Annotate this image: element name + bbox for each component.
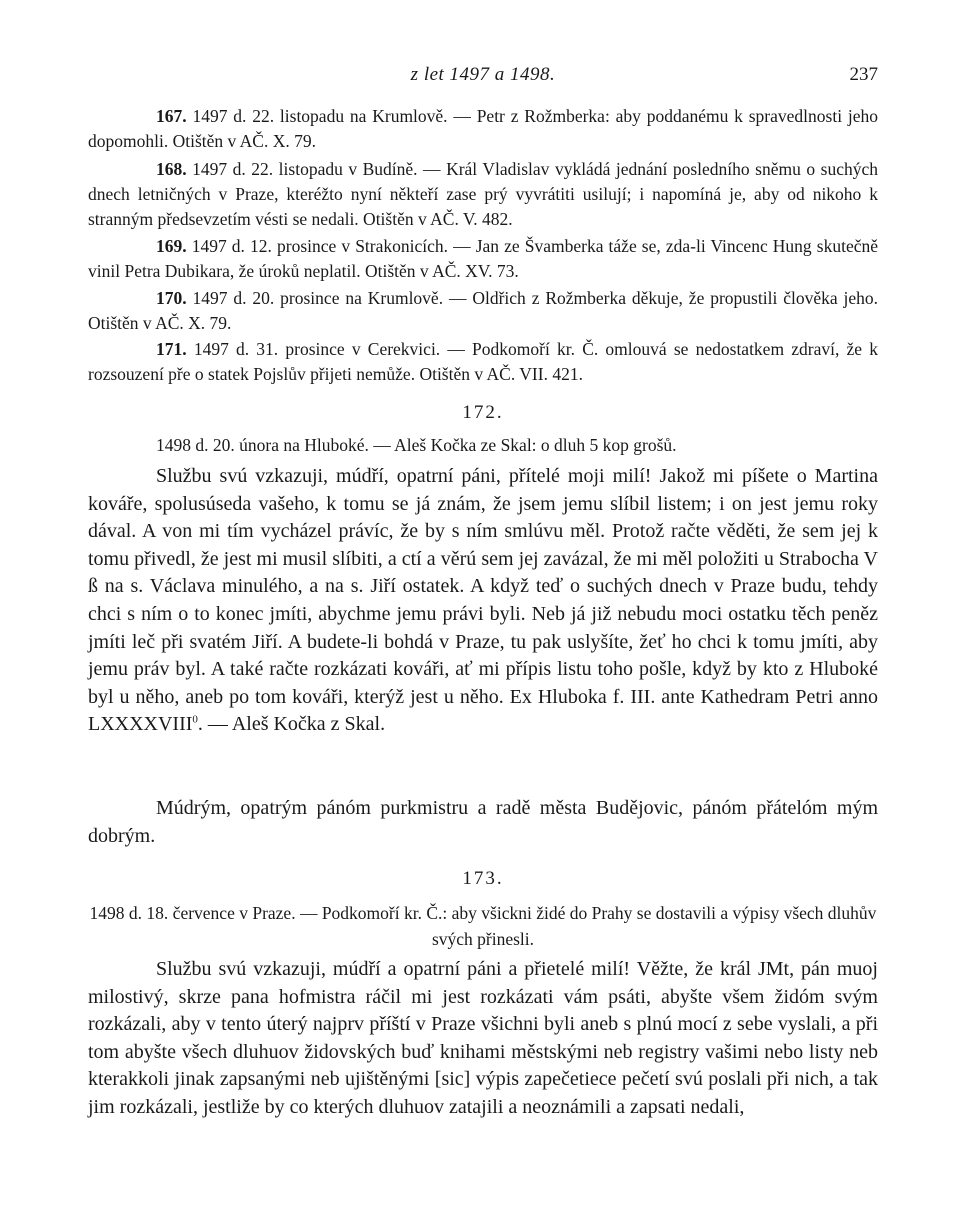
regest-number: 167.	[156, 106, 187, 126]
document-heading-173: 1498 d. 18. července v Praze. — Podkomoří kr. Č.: aby všickni židé do Prahy se dostavili a výpisy všech dluhův svých přinesli.	[89, 903, 877, 949]
document-address-172: Múdrým, opatrým pánóm purkmistru a radě města Budějovic, pánóm přátelóm mým dobrým.	[88, 797, 878, 847]
body-text: Službu svú vzkazuji, múdří a opatrní páni a přietelé milí! Věžte, že král JMt, pán muoj milostivý, skrze pana hofmistra ráčil mi jest rozkázati vám psáti, abyšte všem židóm svým rozkázali, aby v tento úterý najprv příští v Praze všichni byli aneb s plnú mocí z sebe vyslali, a při tom abyšte všech dluhuov židovských buď knihami městskými neb registry vašimi nebo listy neb kterakkoli jinak zapsanými neb ujištěnými [sic] výpis zapečetiece pečetí svú poslali při nich, a tak jim rozkázali, jestliže by co kterých dluhuov zatajili a neoznámili a zapsati nedali,	[88, 958, 878, 1118]
regest-number: 168.	[156, 159, 187, 179]
regest-169	[88, 234, 878, 284]
regest-168	[88, 157, 878, 232]
regest-171	[88, 337, 878, 387]
document-number-173: 173.	[462, 868, 504, 889]
regest-167	[88, 104, 878, 154]
document-body-172	[88, 463, 878, 739]
page-number: 237	[849, 64, 878, 85]
running-title: z let 1497 a 1498.	[410, 64, 556, 85]
body-superscript: 0	[192, 713, 198, 726]
regest-text: 1497 d. 31. prosince v Cerekvici. — Podkomoří kr. Č. omlouvá se nedostatkem zdraví, že k rozsouzení pře o statek Pojslův přijeti nemůže. Otištěn v AČ. VII. 421.	[88, 339, 879, 384]
running-head	[88, 64, 878, 88]
body-text: Službu svú vzkazuji, múdří, opatrní páni, přítelé moji milí! Jakož mi píšete o Martina kováře, spolusúseda vašeho, k tomu se já znám, že jsem jemu slíbil listem; i on jest jemu roky dával. A von mi tím vycházel právíc, že by s ním smlúvu měl. Protož račte věděti, že sem jej k tomu přivedl, že jest mi musil slíbiti, a ctí a věrú sem jej zavázal, že mi měl položiti u Strabocha V ß na s. Václava minulého, a na s. Jiří ostatek. A když teď o suchých dnech v Praze budu, tehdy chci s ním o to konec jmíti, abychme jemu právi byli. Neb já již nebudu moci ostatku těch peněz jmíti leč při svatém Jiří. A budete-li bohdá v Praze, tu pak uslyšíte, žeť ho chci k tomu jmíti, aby jemu práv byl. A také račte rozkázati kováři, ať mi přípis listu toho pošle, když by kto z Hluboké byl u něho, aneb po tom kováři, kterýž jest u něho. Ex Hluboka f. III. ante Kathedram Petri anno LXXXXVIII	[88, 465, 878, 736]
document-body-173	[88, 956, 878, 1122]
body-signature: . — Aleš Kočka z Skal.	[197, 713, 386, 736]
document-number-172: 172.	[462, 402, 504, 423]
regest-number: 170.	[156, 288, 187, 308]
regest-text: 1497 d. 22. listopadu v Budíně. — Král Vladislav vykládá jednání posledního sněmu o suchých dnech letničných v Praze, kteréžto nyní někteří zase prý vyvrátiti usilují; i napomíná je, aby od nikoho k stranným předsevzetím vésti se nedali. Otištěn v AČ. V. 482.	[88, 159, 878, 229]
regest-number: 169.	[156, 236, 187, 256]
regest-number: 171.	[156, 339, 187, 359]
regest-170	[88, 286, 878, 336]
regest-text: 1497 d. 12. prosince v Strakonicích. — Jan ze Švamberka táže se, zda-li Vincenc Hung skutečně vinil Petra Dubikara, že úroků neplatil. Otištěn v AČ. XV. 73.	[88, 236, 878, 281]
document-heading-172: 1498 d. 20. února na Hluboké. — Aleš Kočka ze Skal: o dluh 5 kop grošů.	[156, 435, 677, 455]
regest-text: 1497 d. 22. listopadu na Krumlově. — Petr z Rožmberka: aby poddanému k spravedlnosti jeho dopomohli. Otištěn v AČ. X. 79.	[88, 106, 879, 151]
regest-text: 1497 d. 20. prosince na Krumlově. — Oldřich z Rožmberka děkuje, že propustili člověka jeho. Otištěn v AČ. X. 79.	[88, 288, 878, 333]
